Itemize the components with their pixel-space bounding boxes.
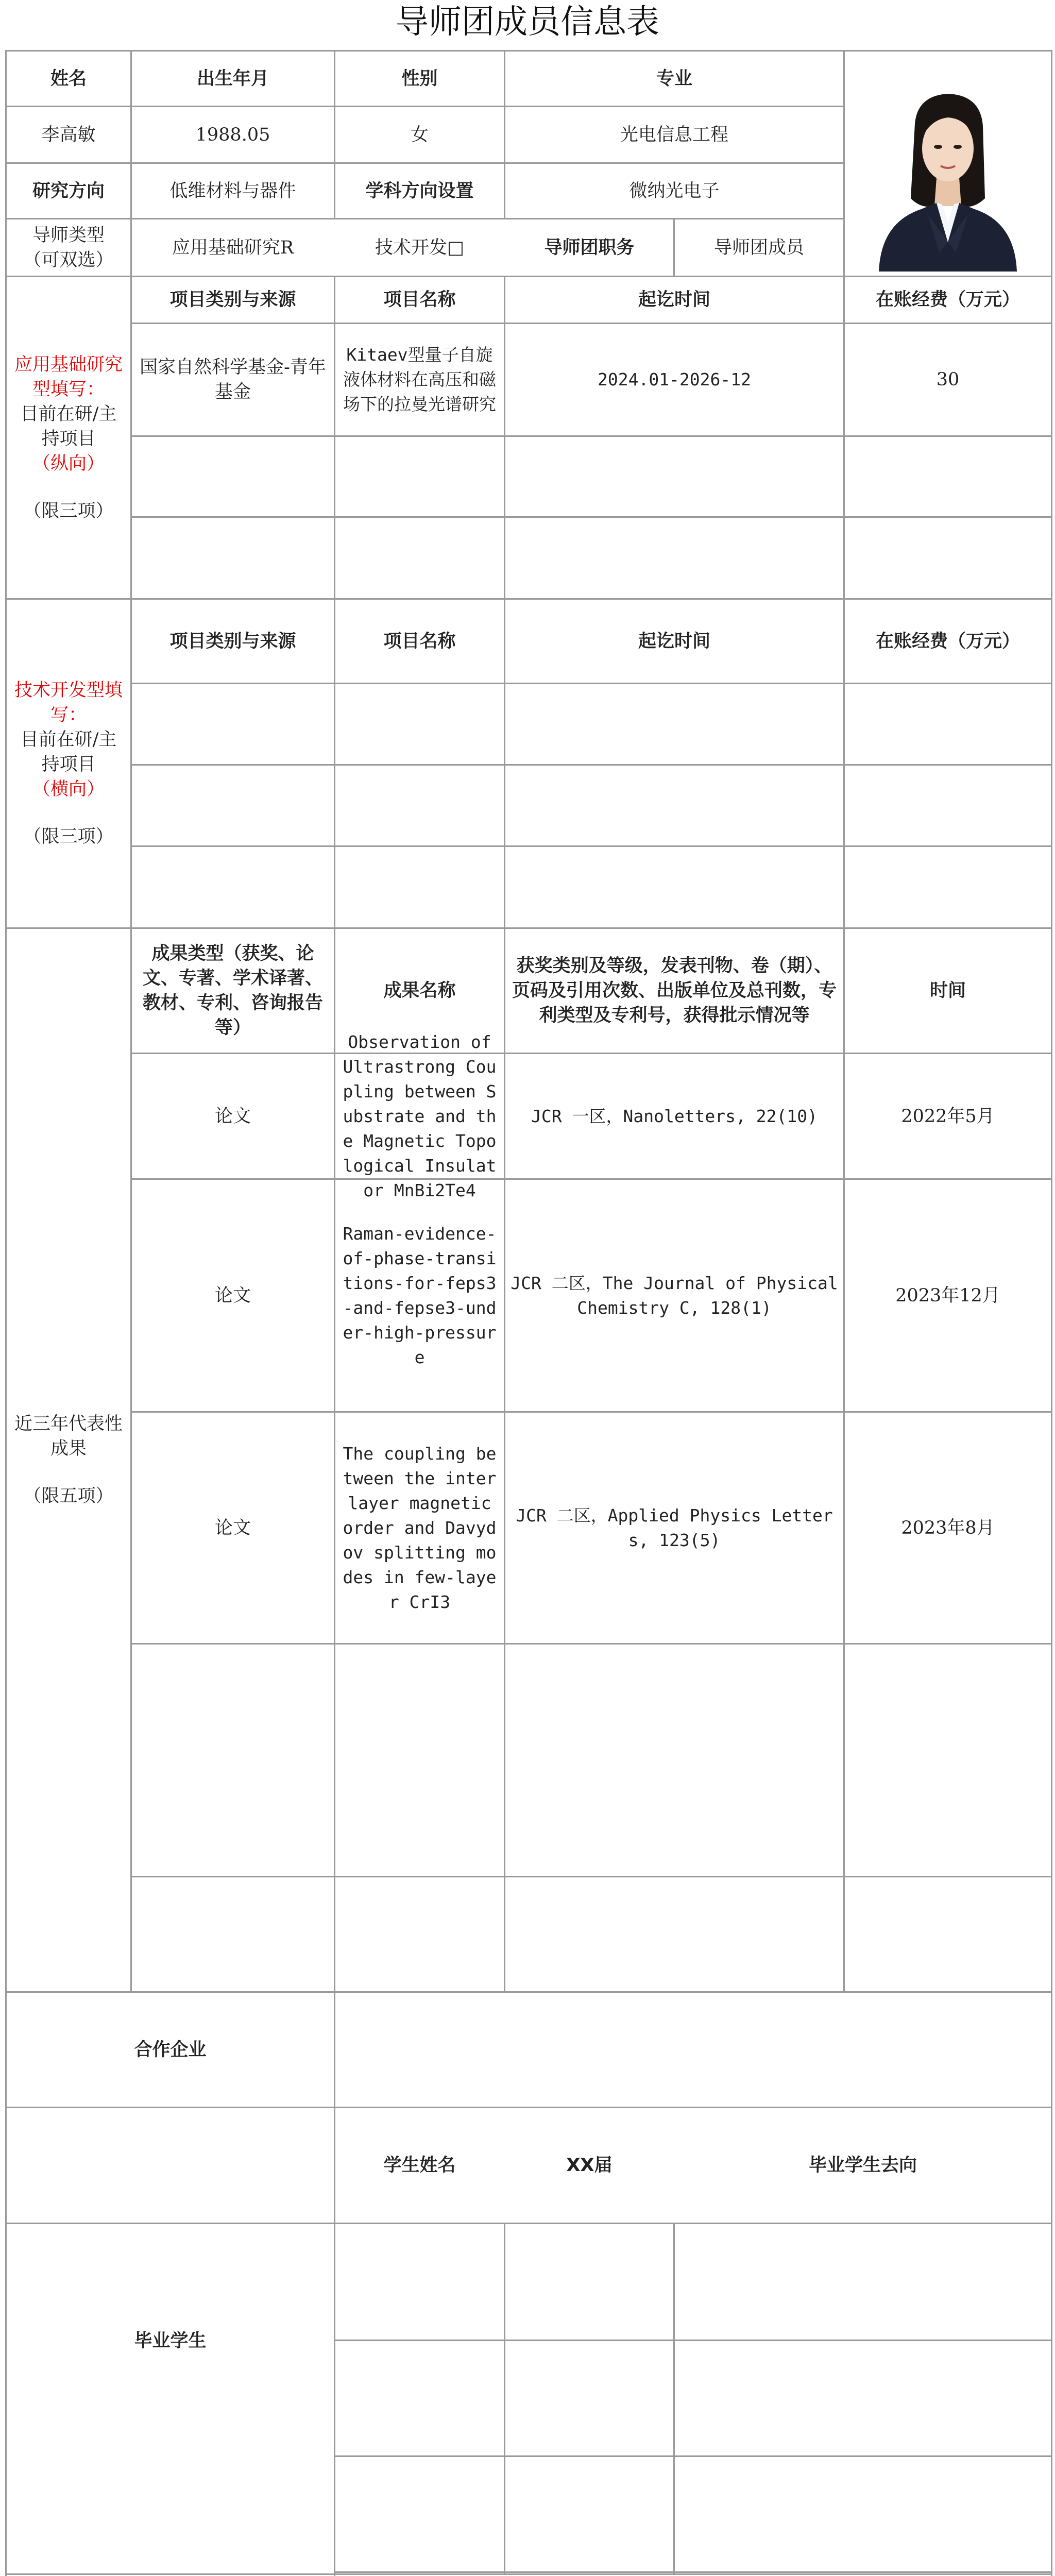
direction-label: 研究方向 bbox=[32, 180, 105, 201]
tech-section-label bbox=[7, 600, 130, 927]
name-label: 姓名 bbox=[50, 68, 87, 89]
tech-row-cell bbox=[845, 684, 1051, 764]
achievement-row-cell bbox=[505, 1877, 843, 1991]
basic-row-cell: 2024.01-2026-12 bbox=[597, 369, 751, 389]
achievement-row-cell: 2023年12月 bbox=[895, 1285, 1000, 1306]
tech-row-cell bbox=[505, 684, 843, 764]
achievement-row-cell: Observation of Ultrastrong Coupling between Substrate and the Magnetic Topological Insulator MnBi2Te4 bbox=[343, 1031, 497, 1200]
tech-label-mid: 目前在研/主持项目 bbox=[20, 730, 117, 775]
basic-label-mid: 目前在研/主持项目 bbox=[20, 403, 117, 449]
graduates-label: 毕业学生 bbox=[134, 2330, 207, 2351]
partner-value bbox=[335, 1993, 1051, 2107]
major-label: 专业 bbox=[656, 68, 692, 89]
basic-section-label bbox=[7, 277, 130, 598]
tech-label-red: 技术开发型填写： bbox=[14, 680, 123, 725]
achievements-section-label bbox=[7, 929, 130, 1991]
basic-label-red: 应用基础研究型填写： bbox=[14, 354, 123, 400]
basic-row-cell bbox=[335, 518, 504, 598]
tech-row-cell bbox=[335, 684, 504, 764]
achievements-label: 近三年代表性成果 bbox=[14, 1414, 123, 1459]
basic-row-cell: 国家自然科学基金-青年基金 bbox=[140, 357, 326, 402]
achievement-row-cell: JCR 二区，The Journal of Physical Chemistry C, 128(1) bbox=[511, 1273, 838, 1318]
basic-row-cell bbox=[845, 518, 1051, 598]
achievement-row-cell bbox=[132, 1877, 334, 1991]
achievement-row-cell: 论文 bbox=[214, 1517, 251, 1538]
profile-photo bbox=[863, 88, 1032, 272]
achievements-header: 成果类型（获奖、论文、专著、学术译著、教材、专利、咨询报告等） bbox=[142, 943, 323, 1038]
partner-label: 合作企业 bbox=[134, 2039, 207, 2060]
basic-row-cell bbox=[845, 437, 1051, 516]
basic-row-cell bbox=[132, 437, 334, 516]
basic-header: 在账经费（万元） bbox=[875, 290, 1020, 310]
graduates-row-cell bbox=[505, 2224, 673, 2340]
achievements-header: 成果名称 bbox=[383, 980, 456, 1001]
graduates-header: XX届 bbox=[566, 2155, 612, 2176]
page-title: 导师团成员信息表 bbox=[396, 3, 659, 41]
graduates-row-cell bbox=[675, 2457, 1051, 2573]
achievement-row-cell bbox=[335, 1645, 504, 1876]
basic-row-cell bbox=[132, 518, 334, 598]
tech-row-cell bbox=[132, 766, 334, 845]
graduates-row-cell bbox=[335, 2224, 504, 2340]
achievement-row-cell bbox=[335, 1877, 504, 1991]
basic-header: 项目类别与来源 bbox=[169, 290, 296, 310]
discipline-label: 学科方向设置 bbox=[365, 180, 474, 201]
achievement-row-cell bbox=[132, 1645, 334, 1876]
tech-header: 项目名称 bbox=[383, 631, 456, 652]
tech-row-cell bbox=[845, 847, 1051, 927]
tech-row-cell bbox=[335, 766, 504, 845]
basic-row-cell bbox=[335, 437, 504, 516]
achievement-row-cell: 论文 bbox=[214, 1106, 251, 1127]
achievement-row-cell: 2023年8月 bbox=[901, 1517, 995, 1538]
achievement-row-cell: JCR 一区，Nanoletters, 22(10) bbox=[531, 1106, 818, 1126]
achievement-row-cell bbox=[505, 1645, 843, 1876]
basic-label-red2: （纵向） bbox=[32, 453, 105, 474]
achievement-row-cell: 论文 bbox=[214, 1285, 251, 1306]
major-value: 光电信息工程 bbox=[620, 124, 728, 145]
achievements-header: 获奖类别及等级，发表刊物、卷（期）、页码及引用次数、出版单位及总刊数，专利类型及专利号，获得批示情况等 bbox=[512, 956, 837, 1026]
gender-label: 性别 bbox=[401, 68, 438, 89]
achievement-row-cell: JCR 二区，Applied Physics Letters, 123(5) bbox=[516, 1505, 833, 1550]
achievement-row-cell: Raman-evidence-of-phase-transitions-for-feps3-and-fepse3-under-high-pressure bbox=[343, 1223, 497, 1367]
tech-row-cell bbox=[335, 847, 504, 927]
basic-row-cell bbox=[505, 437, 843, 516]
tech-label-red2: （横向） bbox=[32, 779, 105, 800]
mentor-type-option-tech: 技术开发□ bbox=[375, 237, 465, 258]
tech-row-cell bbox=[845, 766, 1051, 845]
name-value: 李高敏 bbox=[41, 124, 96, 145]
basic-row-cell bbox=[505, 518, 843, 598]
tech-header: 起讫时间 bbox=[638, 631, 710, 652]
birth-value: 1988.05 bbox=[195, 124, 270, 145]
direction-value: 低维材料与器件 bbox=[169, 180, 296, 201]
mentor-type-option-basic: 应用基础研究R bbox=[172, 237, 294, 258]
graduates-row-cell bbox=[335, 2341, 504, 2455]
basic-label-limit: （限三项） bbox=[23, 500, 114, 521]
discipline-value: 微纳光电子 bbox=[629, 180, 720, 201]
tech-label-limit: （限三项） bbox=[23, 826, 114, 847]
basic-header: 起讫时间 bbox=[638, 290, 710, 310]
gender-value: 女 bbox=[410, 124, 429, 145]
graduates-header: 毕业学生去向 bbox=[808, 2155, 917, 2176]
graduates-row-cell bbox=[335, 2457, 504, 2573]
tech-row-cell bbox=[132, 847, 334, 927]
birth-label: 出生年月 bbox=[196, 68, 269, 89]
graduates-row-cell bbox=[675, 2224, 1051, 2340]
tech-header: 在账经费（万元） bbox=[875, 631, 1020, 652]
duty-value: 导师团成员 bbox=[713, 237, 804, 258]
achievement-row-cell: The coupling between the interlayer magnetic order and Davydov splitting modes in few-layer CrI3 bbox=[343, 1443, 497, 1612]
achievement-row-cell bbox=[845, 1645, 1051, 1876]
tech-row-cell bbox=[505, 847, 843, 927]
graduates-row-cell bbox=[505, 2457, 673, 2573]
basic-row-cell: Kitaev型量子自旋液体材料在高压和磁场下的拉曼光谱研究 bbox=[343, 345, 496, 414]
achievements-header: 时间 bbox=[929, 980, 966, 1001]
achievements-limit: （限五项） bbox=[23, 1486, 114, 1506]
duty-label: 导师团职务 bbox=[544, 237, 635, 258]
grid-line-vertical bbox=[1051, 50, 1052, 2576]
achievement-row-cell: 2022年5月 bbox=[901, 1106, 995, 1127]
basic-row-cell: 30 bbox=[936, 369, 960, 390]
basic-header: 项目名称 bbox=[383, 290, 456, 310]
graduates-row-cell bbox=[675, 2341, 1051, 2455]
tech-row-cell bbox=[505, 766, 843, 845]
tech-row-cell bbox=[132, 684, 334, 764]
graduates-header: 学生姓名 bbox=[383, 2155, 456, 2176]
achievement-row-cell bbox=[845, 1877, 1051, 1991]
mentor-type-label: 导师类型 （可双选） bbox=[23, 225, 114, 270]
tech-header: 项目类别与来源 bbox=[169, 631, 296, 652]
graduates-row-cell bbox=[505, 2341, 673, 2455]
